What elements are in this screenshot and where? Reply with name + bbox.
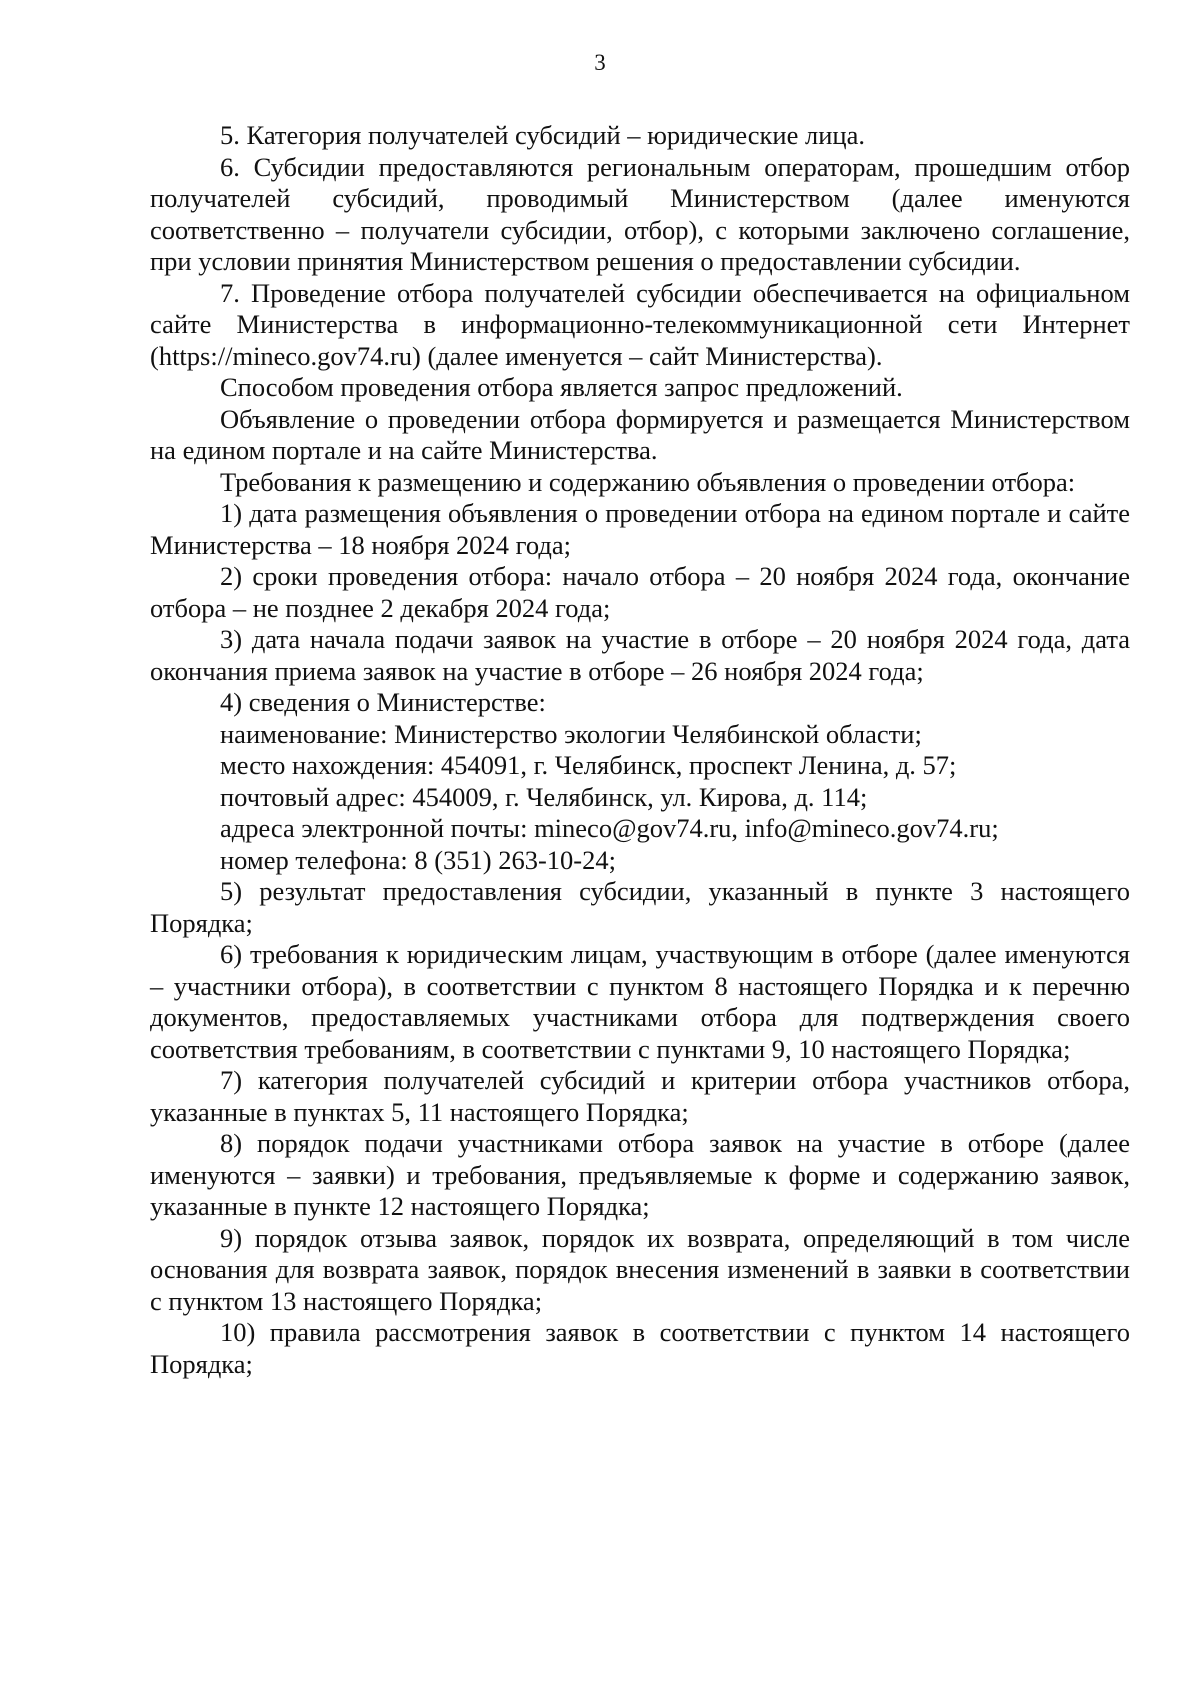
paragraph: 4) сведения о Министерстве: xyxy=(220,687,546,717)
paragraph: 6. Субсидии предоставляются региональным операторам, прошедшим отбор получателей субсидий, проводимый Министерством (далее именуются соответственно – получатели субсидии, отбор), с которыми заключено соглашение, при условии принятия Министерством решения о предоставлении субсидии. xyxy=(150,151,1130,276)
paragraph: 9) порядок отзыва заявок, порядок их возврата, определяющий в том числе основания для возврата заявок, порядок внесения изменений в заявки в соответствии с пунктом 13 настоящего Порядка; xyxy=(150,1222,1130,1316)
paragraph: 6) требования к юридическим лицам, участвующим в отборе (далее именуются – участники отбора), в соответствии с пунктом 8 настоящего Порядка и к перечню документов, предоставляемых участниками отбора для подтверждения своего соответствия требованиям, в соответствии с пунктами 9, 10 настоящего Порядка; xyxy=(150,939,1130,1064)
document-body xyxy=(150,120,1130,1380)
paragraph: Способом проведения отбора является запрос предложений. xyxy=(220,372,903,402)
paragraph: адреса электронной почты: mineco@gov74.ru, info@mineco.gov74.ru; xyxy=(220,813,999,843)
paragraph: 7. Проведение отбора получателей субсидии обеспечивается на официальном сайте Министерства в информационно-телекоммуникационной сети Интернет (https://mineco.gov74.ru) (далее именуется – сайт Министерства). xyxy=(150,277,1130,371)
paragraph: место нахождения: 454091, г. Челябинск, проспект Ленина, д. 57; xyxy=(220,750,957,780)
paragraph: 5. Категория получателей субсидий – юридические лица. xyxy=(220,120,865,150)
paragraph: Требования к размещению и содержанию объявления о проведении отбора: xyxy=(220,466,1076,497)
paragraph: наименование: Министерство экологии Челябинской области; xyxy=(220,718,922,749)
paragraph: 2) сроки проведения отбора: начало отбора – 20 ноября 2024 года, окончание отбора – не позднее 2 декабря 2024 года; xyxy=(150,561,1130,623)
paragraph: 1) дата размещения объявления о проведении отбора на едином портале и сайте Министерства – 18 ноября 2024 года; xyxy=(150,498,1130,560)
paragraph: 5) результат предоставления субсидии, указанный в пункте 3 настоящего Порядка; xyxy=(150,876,1130,938)
paragraph: 8) порядок подачи участниками отбора заявок на участие в отборе (далее именуются – заявки) и требования, предъявляемые к форме и содержанию заявок, указанные в пункте 12 настоящего Порядка; xyxy=(150,1128,1130,1221)
paragraph: номер телефона: 8 (351) 263-10-24; xyxy=(220,844,616,875)
paragraph: 10) правила рассмотрения заявок в соответствии с пунктом 14 настоящего Порядка; xyxy=(150,1317,1130,1379)
paragraph: 7) категория получателей субсидий и критерии отбора участников отбора, указанные в пунктах 5, 11 настоящего Порядка; xyxy=(150,1065,1130,1127)
paragraph: почтовый адрес: 454009, г. Челябинск, ул. Кирова, д. 114; xyxy=(220,781,868,812)
paragraph: Объявление о проведении отбора формируется и размещается Министерством на едином портале и на сайте Министерства. xyxy=(150,403,1130,465)
paragraph: 3) дата начала подачи заявок на участие в отборе – 20 ноября 2024 года, дата окончания приема заявок на участие в отборе – 26 ноября 2024 года; xyxy=(150,624,1130,686)
page-number: 3 xyxy=(594,50,606,75)
